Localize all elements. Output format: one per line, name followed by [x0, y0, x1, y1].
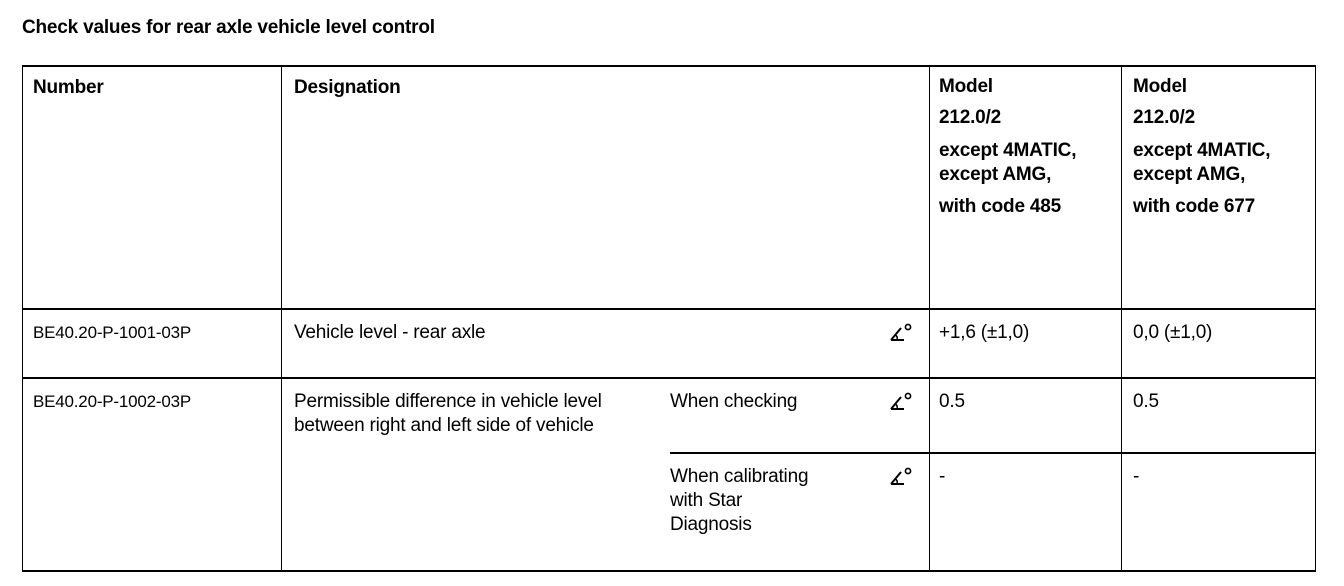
sub-model-677-value: -: [1133, 466, 1140, 487]
condition-line: Diagnosis: [670, 514, 752, 535]
row-divider: [23, 377, 1315, 379]
condition-calibrating: [670, 465, 808, 537]
angle-degree-icon: [889, 323, 913, 343]
column-divider: [1121, 67, 1122, 570]
row-number: BE40.20-P-1001-03P: [33, 323, 192, 342]
condition-checking: When checking: [670, 391, 798, 412]
header-model-option: with code 485: [939, 196, 1061, 217]
column-divider: [929, 67, 930, 570]
angle-degree-icon: [889, 392, 913, 412]
header-model-option: with code 677: [1133, 196, 1255, 217]
row-divider: [23, 308, 1315, 310]
header-number: Number: [33, 77, 104, 98]
sub-model-485-value: 0.5: [939, 391, 965, 412]
header-model-exception: except 4MATIC,: [939, 140, 1077, 161]
row-designation: [294, 390, 602, 438]
angle-degree-icon: [889, 467, 913, 487]
header-designation: Designation: [294, 77, 401, 98]
row-number: BE40.20-P-1002-03P: [33, 392, 192, 411]
condition-line: with Star: [670, 490, 743, 511]
row-divider: [670, 452, 1315, 454]
sub-model-677-value: 0.5: [1133, 391, 1159, 412]
row-model-677-value: 0,0 (±1,0): [1133, 322, 1213, 343]
header-model-label: Model: [939, 76, 993, 97]
page-title: Check values for rear axle vehicle level control: [22, 17, 435, 38]
header-model-code: 212.0/2: [1133, 107, 1195, 128]
sub-model-485-value: -: [939, 466, 946, 487]
header-model-label: Model: [1133, 76, 1187, 97]
header-model-exception: except AMG,: [1133, 164, 1246, 185]
condition-line: When calibrating: [670, 466, 809, 487]
check-values-table: [22, 65, 1316, 572]
header-model-code: 212.0/2: [939, 107, 1001, 128]
header-model-exception: except AMG,: [939, 164, 1052, 185]
header-model-exception: except 4MATIC,: [1133, 140, 1271, 161]
row-designation-line: between right and left side of vehicle: [294, 415, 594, 436]
column-divider: [281, 67, 282, 570]
header-model-677: [1133, 75, 1270, 219]
row-model-485-value: +1,6 (±1,0): [939, 322, 1030, 343]
row-designation-line: Permissible difference in vehicle level: [294, 391, 602, 412]
header-model-485: [939, 75, 1076, 219]
row-designation: Vehicle level - rear axle: [294, 322, 486, 343]
